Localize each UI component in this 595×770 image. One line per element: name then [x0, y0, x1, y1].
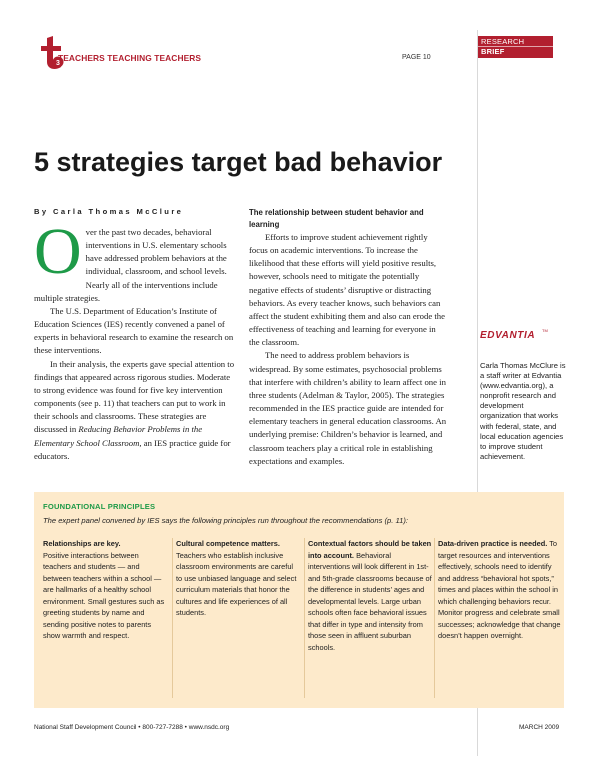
column-divider	[304, 538, 305, 698]
article-title: 5 strategies target bad behavior	[34, 147, 443, 177]
guide-title: Reducing Behavior Problems in the Elementary School Classroom	[34, 424, 203, 448]
principle-text: To target resources and interventions effectively, schools need to identify and address “behavioral hot spots,” times and places within the school in which challenging behaviors recur. Monitor progress and celebrate small successes; acknowledge that change doesn’t happen overnight.	[438, 539, 561, 640]
page-number: PAGE 10	[402, 54, 431, 61]
byline: By Carla Thomas McClure	[34, 207, 184, 216]
column-divider	[172, 538, 173, 698]
section-subhead: The relationship between student behavior and learning	[249, 208, 424, 229]
tag-research: RESEARCH	[481, 37, 525, 46]
principle-title: Contextual factors should be taken into account.	[308, 539, 432, 560]
footer-contact: National Staff Development Council • 800-727-7288 • www.nsdc.org	[34, 724, 230, 731]
principle-relationships	[43, 538, 167, 642]
principle-text: Teachers who establish inclusive classroom environments are careful to use unbiased language and select curriculum materials that honor the cultures and life experiences of all students.	[176, 550, 297, 617]
edvantia-logo: EDVANTIA	[480, 330, 536, 341]
edvantia-tm: TM	[542, 328, 548, 333]
article-column-1	[34, 215, 236, 463]
brand-name: TEACHERS TEACHING TEACHERS	[58, 53, 202, 63]
principle-title: Cultural competence matters.	[176, 539, 280, 548]
principle-title: Data-driven practice is needed.	[438, 539, 548, 548]
paragraph-5: The need to address problem behaviors is widespread. By some estimates, psychosocial problems that interfere with children’s ability to learn affect one in three students (Adelman & Taylor, 2005). The strategies recommended in the IES practice guide are intended for elementary teachers in general education classrooms. An underlying premise: Children’s behavior is learned, and classroom teachers play a critical role in establishing expectations and examples.	[249, 350, 447, 466]
paragraph-3: In their analysis, the experts gave special attention to findings that appeared across rigorous studies. Moderate to strong evidence was found for five key intervention components (see p. 11) that teachers can put to work in their schools and classrooms. These strategies are discussed in Reducing Behavior Problems in the Elementary School Classroom, an IES practice guide for educators.	[34, 358, 235, 461]
principles-subheading: The expert panel convened by IES says the following principles run throughout the recommendations (p. 11):	[43, 516, 408, 525]
logo-sub: 3	[56, 60, 60, 67]
article-column-2	[249, 207, 447, 468]
drop-cap: O	[34, 215, 82, 288]
footer-date: MARCH 2009	[519, 724, 560, 731]
principle-data-driven	[438, 538, 562, 642]
paragraph-4: Efforts to improve student achievement rightly focus on academic interventions. To increase the likelihood that these efforts will yield positive results, however, schools need to mitigate the potentially negative effects of students’ disruptive or distracting behaviors. As every teacher knows, such behaviors can affect the student exhibiting them and also can erode the effectiveness of teaching and learning for everyone in the classroom.	[249, 232, 445, 348]
principle-cultural	[176, 538, 300, 619]
principle-contextual	[308, 538, 432, 653]
tag-brief: BRIEF	[481, 47, 505, 56]
research-brief-tag	[478, 36, 553, 58]
foundational-principles-box	[34, 492, 564, 708]
principles-heading: FOUNDATIONAL PRINCIPLES	[43, 502, 156, 511]
principle-text: Behavioral interventions will look different in 1st- and 5th-grade classrooms because of the difference in students’ ages and developmental levels. Large urban schools often face behavioral issues that differ in type and intensity from those seen in affluent suburban schools.	[308, 550, 432, 652]
author-bio: Carla Thomas McClure is a staff writer at Edvantia (www.edvantia.org), a nonprofit research and development organization that works with federal, state, and local education agencies to improve student achievement.	[480, 361, 566, 461]
column-divider	[434, 538, 435, 698]
principle-text: Positive interactions between teachers and students — and between teachers within a school — are hallmarks of a healthy school environment. Small gestures such as greeting students by name and sending positive notes to parents show warmth and respect.	[43, 550, 165, 640]
paragraph-1: Over the past two decades, behavioral interventions in U.S. elementary schools have addressed problem behaviors at the individual, classroom, and school levels. Nearly all of the interventions include multiple strategies.	[34, 215, 227, 303]
paragraph-2: The U.S. Department of Education’s Institute of Education Sciences (IES) recently convened a panel of experts in behavioral research to examine the research on these interventions.	[34, 305, 234, 356]
principle-title: Relationships are key.	[43, 539, 121, 548]
